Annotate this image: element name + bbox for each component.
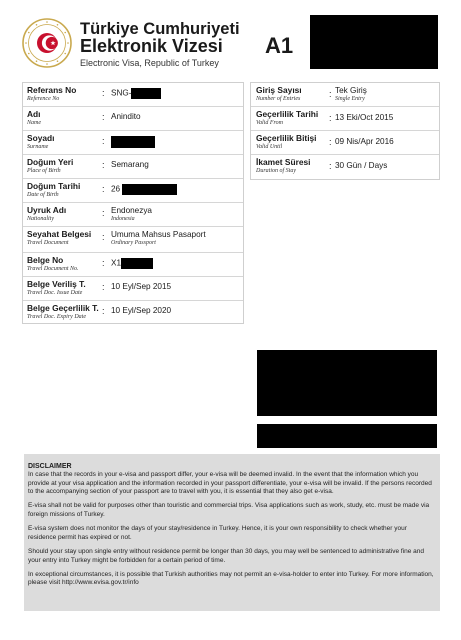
field-colon: : — [329, 89, 332, 99]
turkish-seal-icon — [22, 18, 72, 68]
field-sublabel: Travel Document No. — [27, 266, 79, 272]
field-value — [111, 136, 155, 148]
disclaimer-paragraph: E-visa shall not be valid for purposes other than touristic and commercial trips. Visa applications such as work, study, etc. must be made via foreign missions of Turkey. — [28, 502, 430, 518]
disclaimer-box — [24, 454, 440, 611]
field-colon: : — [102, 88, 105, 98]
field-sublabel: Travel Doc. Expiry Date — [27, 314, 86, 320]
field-colon: : — [102, 112, 105, 122]
field-row-surname — [23, 131, 243, 155]
field-sublabel: Valid Until — [256, 144, 283, 150]
field-label: Referans No — [27, 85, 77, 95]
field-label: İkamet Süresi — [256, 157, 311, 167]
disclaimer-paragraph: E-visa system does not monitor the days of your stay/residence in Turkey. Hence, it is your own responsibility to check whether your residence permit has expired or not. — [28, 525, 407, 541]
field-colon: : — [102, 160, 105, 170]
title-line-2: Elektronik Vizesi — [80, 36, 223, 56]
field-colon: : — [329, 137, 332, 147]
redaction-mark — [111, 136, 155, 148]
field-value-sub: Ordinary Passport — [111, 240, 156, 246]
field-sublabel: Name — [27, 120, 41, 126]
redaction-block-barcode — [257, 350, 437, 416]
field-colon: : — [102, 282, 105, 292]
field-row-travel-document — [23, 227, 243, 253]
field-colon: : — [102, 184, 105, 194]
document-header — [0, 0, 461, 80]
visa-details-panel — [250, 82, 440, 180]
field-value: Anindito — [111, 112, 141, 121]
field-value: 10 Eyl/Sep 2020 — [111, 306, 172, 315]
visa-type-code: A1 — [265, 33, 294, 58]
field-colon: : — [102, 306, 105, 316]
field-row-nationality — [23, 203, 243, 227]
field-colon: : — [102, 258, 105, 268]
field-value: 26 — [111, 184, 177, 195]
field-label: Uyruk Adı — [27, 205, 67, 215]
redaction-mark — [122, 184, 177, 195]
field-sublabel: Nationality — [27, 216, 54, 222]
field-value: SNG- — [111, 88, 161, 99]
field-label: Giriş Sayısı — [256, 85, 302, 95]
field-colon: : — [329, 161, 332, 171]
redaction-mark — [131, 88, 161, 99]
redaction-mark — [121, 258, 153, 269]
field-value: 09 Nis/Apr 2016 — [335, 137, 394, 146]
field-value: Endonezya Indonesia — [111, 206, 152, 222]
field-value-sub: Indonesia — [111, 216, 135, 222]
field-row-valid-from — [251, 107, 439, 131]
field-row-entries — [251, 83, 439, 107]
field-value: 13 Eki/Oct 2015 — [335, 113, 394, 122]
field-row-duration-of-stay — [251, 155, 439, 181]
field-label: Geçerlilik Bitişi — [256, 133, 317, 143]
field-value: Umuma Mahsus Pasaport Ordinary Passport — [111, 230, 206, 246]
disclaimer-paragraph: In exceptional circumstances, it is possible that Turkish authorities may not permit an e-visa-holder to enter into Turkey. For more information, please visit http://www.evisa.gov.tr/info — [28, 571, 434, 587]
field-row-name — [23, 107, 243, 131]
field-label: Soyadı — [27, 133, 55, 143]
field-value: Semarang — [111, 160, 149, 169]
field-row-place-of-birth — [23, 155, 243, 179]
disclaimer-paragraph: In case that the records in your e-visa and passport differ, your e-visa will be deemed invalid. In the event that the information which you provide at your visa application and the information recorded in your passport differentiate, your e-visa will be invalid. If the persons recorded to the accompanying section of your passport are to travel with you, it is essential that they also get e-visa. — [28, 471, 432, 495]
redaction-block-photo — [310, 15, 438, 69]
field-row-expiry-date — [23, 301, 243, 325]
field-row-valid-until — [251, 131, 439, 155]
field-colon: : — [102, 136, 105, 146]
field-sublabel: Duration of Stay — [256, 168, 296, 174]
field-value: X1 — [111, 258, 153, 269]
disclaimer-title: DISCLAIMER — [28, 463, 72, 470]
field-label: Seyahat Belgesi — [27, 229, 92, 239]
field-sublabel: Reference No — [27, 96, 60, 102]
field-colon: : — [329, 113, 332, 123]
field-value: 10 Eyl/Sep 2015 — [111, 282, 172, 291]
field-sublabel: Place of Birth — [27, 168, 61, 174]
field-row-reference-no — [23, 83, 243, 107]
field-label: Doğum Yeri — [27, 157, 74, 167]
field-colon: : — [102, 208, 105, 218]
field-value: 30 Gün / Days — [335, 161, 388, 170]
redaction-block-code — [257, 424, 437, 448]
field-value: Tek Giriş Single Entry — [335, 86, 367, 102]
field-value-sub: Single Entry — [335, 96, 365, 102]
personal-details-panel — [22, 82, 244, 324]
disclaimer-paragraph: Should your stay upon single entry without residence permit be longer than 30 days, you may well be sentenced to administrative fine and your entry into Turkey might be forbidden for a certain period of time. — [28, 548, 425, 564]
field-label: Geçerlilik Tarihi — [256, 109, 319, 119]
title-line-1: Türkiye Cumhuriyeti — [80, 20, 240, 38]
field-sublabel: Valid From — [256, 120, 283, 126]
field-sublabel: Travel Document — [27, 240, 69, 246]
field-label: Doğum Tarihi — [27, 181, 81, 191]
field-label: Belge Geçerlilik T. — [27, 303, 99, 313]
field-sublabel: Travel Doc. Issue Date — [27, 290, 83, 296]
document-subtitle: Electronic Visa, Republic of Turkey — [80, 58, 219, 68]
field-sublabel: Number of Entries — [256, 96, 301, 102]
field-row-date-of-birth — [23, 179, 243, 203]
field-label: Belge No — [27, 255, 64, 265]
field-row-document-no — [23, 253, 243, 277]
field-row-issue-date — [23, 277, 243, 301]
field-label: Belge Veriliş T. — [27, 279, 86, 289]
field-colon: : — [102, 232, 105, 242]
field-sublabel: Surname — [27, 144, 49, 150]
field-label: Adı — [27, 109, 41, 119]
field-sublabel: Date of Birth — [27, 192, 59, 198]
